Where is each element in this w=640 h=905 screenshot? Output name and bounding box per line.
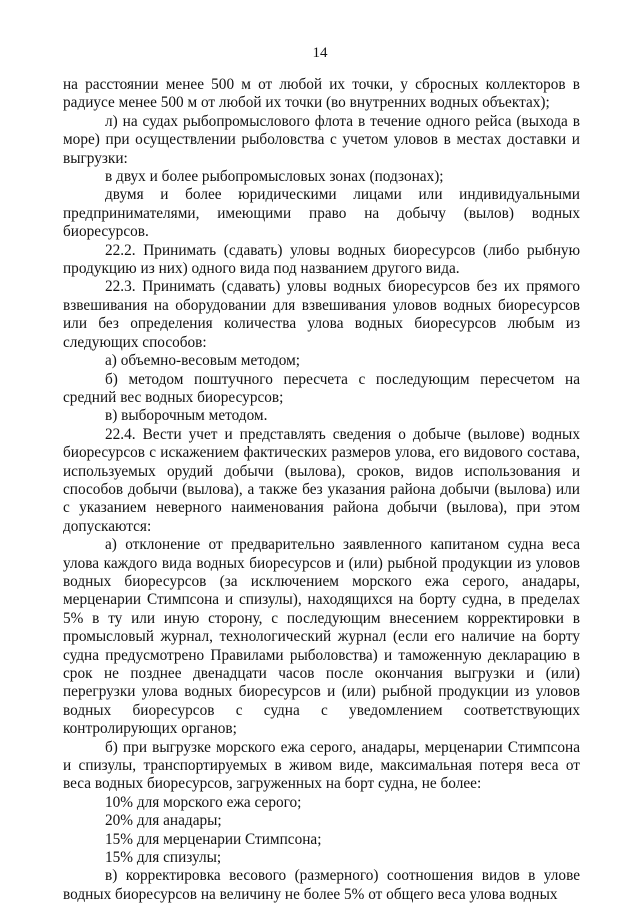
page-number: 14 [312, 45, 328, 61]
paragraph: б) при выгрузке морского ежа серого, анадары, мерценарии Стимпсона и спизулы, транспортируемых в живом виде, максимальная потеря веса от веса водных биоресурсов, загруженных на борт судна, не более: [63, 738, 580, 793]
paragraph: а) объемно-весовым методом; [105, 352, 301, 370]
list-item: 15% для мерценарии Стимпсона; [105, 830, 322, 848]
paragraph: 22.3. Принимать (сдавать) уловы водных биоресурсов без их прямого взвешивания на оборудовании для взвешивания уловов водных биоресурсов или без определения количества улова водных биоресурсов любым из следующих способов: [63, 278, 580, 351]
paragraph: а) отклонение от предварительно заявленного капитаном судна веса улова каждого вида водных биоресурсов и (или) рыбной продукции из уловов водных биоресурсов (за исключением морского ежа серого, анадары, мерценарии Стимпсона и спизулы), находящихся на борту судна, в пределах 5% в ту или иную сторону, с последующим внесением корректировки в промысловый журнал, технологический журнал (если его наличие на борту судна предусмотрено Правилами рыболовства) и таможенную декларацию в срок не позднее двенадцати часов после окончания выгрузки и (или) перегрузки улова водных биоресурсов и (или) рыбной продукции из уловов водных биоресурсов с судна с уведомлением соответствующих контролирующих органов; [63, 536, 580, 738]
paragraph: двумя и более юридическими лицами или индивидуальными предпринимателями, имеющими право на добычу (вылов) водных биоресурсов. [63, 186, 580, 241]
paragraph: на расстоянии менее 500 м от любой их точки, у сбросных коллекторов в радиусе менее 500 м от любой их точки (во внутренних водных объектах); [63, 76, 580, 112]
paragraph: 22.4. Вести учет и представлять сведения о добыче (вылове) водных биоресурсов с искажением фактических размеров улова, его видового состава, используемых орудий добычи (вылова), сроков, видов использования и способов добычи (вылова), а также без указания района добычи (вылова) или с указанием неверного наименования района добычи (вылова), при этом допускаются: [63, 425, 580, 535]
list-item: 15% для спизулы; [105, 849, 222, 867]
document-body [63, 76, 580, 904]
paragraph: б) методом поштучного пересчета с последующим пересчетом на средний вес водных биоресурсов; [63, 370, 580, 406]
list-item: 10% для морского ежа серого; [105, 793, 302, 811]
paragraph: л) на судах рыбопромыслового флота в течение одного рейса (выхода в море) при осуществлении рыболовства с учетом уловов в местах доставки и выгрузки: [63, 112, 580, 167]
paragraph: в двух и более рыбопромысловых зонах (подзонах); [105, 168, 444, 186]
paragraph: в) выборочным методом. [105, 407, 268, 425]
paragraph: 22.2. Принимать (сдавать) уловы водных биоресурсов (либо рыбную продукцию из них) одного вида под названием другого вида. [63, 241, 580, 278]
paragraph: в) корректировка весового (размерного) соотношения видов в улове водных биоресурсов на величину не более 5% от общего веса улова водных [63, 867, 580, 903]
list-item: 20% для анадары; [105, 812, 222, 830]
